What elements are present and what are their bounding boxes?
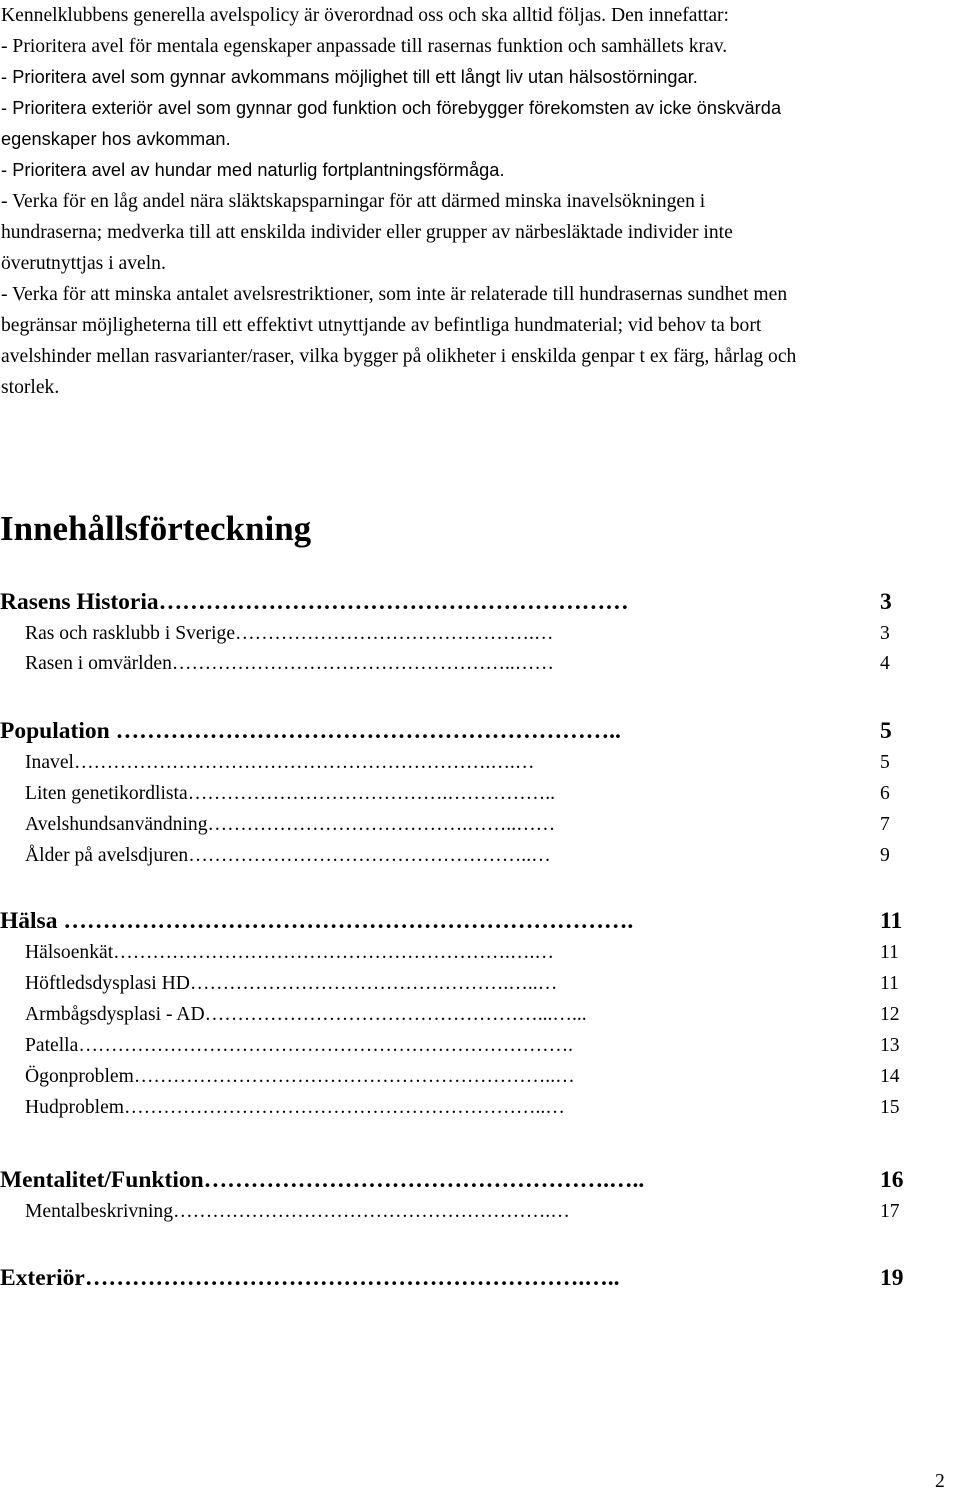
toc-entry-page: 3 (880, 623, 890, 644)
toc-entry-title: Avelshundsanvändning………………………………….……..…… (25, 814, 556, 835)
toc-entry-title: Patella…………………………………………………………………. (25, 1035, 574, 1056)
toc-entry-title: Liten genetikordlista………………………………….…………….. (25, 783, 556, 804)
toc-entry-title: Inavel……………………………………………………….….… (25, 752, 535, 773)
toc-entry-page: 9 (880, 845, 890, 866)
toc-entry-halsoenkat[interactable] (0, 938, 960, 968)
toc-entry-title: Rasens Historia…………………………………………………… (0, 589, 629, 615)
toc-entry-title: Ålder på avelsdjuren……………………………………………..… (25, 845, 551, 866)
intro-line: begränsar möjligheterna till ett effektivt utnyttjande av befintliga hundmaterial; vid behov ta bort (1, 315, 762, 336)
toc-entry-hoftledsdysplasi[interactable] (0, 969, 960, 999)
intro-line: egenskaper hos avkomman. (1, 129, 231, 149)
toc-entry-page: 11 (880, 942, 899, 963)
toc-section-rasens-historia[interactable] (0, 587, 960, 617)
toc-entry-rasen-i-omvarlden[interactable] (0, 649, 960, 679)
toc-entry-title: Höftledsdysplasi HD………………………………………….…..… (25, 973, 558, 994)
toc-entry-ras-och-rasklubb[interactable] (0, 619, 960, 649)
intro-line: - Prioritera exteriör avel som gynnar god funktion och förebygger förekomsten av icke önskvärda (1, 98, 782, 118)
toc-entry-inavel[interactable] (0, 748, 960, 778)
toc-entry-title: Ögonproblem………………………………………………………..… (25, 1066, 575, 1087)
intro-line: Kennelklubbens generella avelspolicy är överordnad oss och ska alltid följas. Den innefattar: (1, 5, 729, 26)
intro-line: avelshinder mellan rasvarianter/raser, vilka bygger på olikheter i enskilda genpar t ex färg, hårlag och (1, 346, 797, 367)
toc-entry-title: Mentalitet/Funktion…………………………………………….….. (0, 1167, 645, 1193)
toc-entry-title: Exteriör……………………………………………………….….. (0, 1265, 620, 1291)
toc-entry-page: 5 (880, 752, 890, 773)
toc-section-population[interactable] (0, 716, 960, 746)
toc-entry-page: 19 (880, 1265, 904, 1291)
toc-section-mentalitet-funktion[interactable] (0, 1165, 960, 1195)
toc-entry-liten-genetikordlista[interactable] (0, 779, 960, 809)
toc-entry-page: 12 (880, 1004, 900, 1025)
toc-entry-hudproblem[interactable] (0, 1093, 960, 1123)
toc-entry-patella[interactable] (0, 1031, 960, 1061)
intro-text (1, 0, 959, 403)
toc-entry-page: 6 (880, 783, 890, 804)
toc-entry-alder-pa-avelsdjuren[interactable] (0, 841, 960, 871)
toc-entry-title: Hälsoenkät…………………………………………………….….… (25, 942, 555, 963)
toc-entry-page: 5 (880, 718, 892, 744)
toc-entry-title: Armbågsdysplasi - AD……………………………………………...…... (25, 1004, 587, 1025)
toc-entry-avelshundsanvandning[interactable] (0, 810, 960, 840)
toc-entry-title: Hälsa ………………………………………………………………. (0, 908, 634, 934)
toc-section-halsa[interactable] (0, 906, 960, 936)
intro-line: - Verka för att minska antalet avelsrestriktioner, som inte är relaterade till hundrasernas sundhet men (1, 284, 788, 305)
toc-entry-page: 17 (880, 1201, 900, 1222)
toc-entry-title: Population ……………………………………………………….. (0, 718, 627, 744)
toc-entry-title: Rasen i omvärlden……………………………………………..…… (25, 653, 554, 674)
toc-entry-page: 3 (880, 589, 892, 615)
toc-entry-title: Mentalbeskrivning………………………………………………….… (25, 1201, 570, 1222)
toc-entry-page: 7 (880, 814, 890, 835)
toc-entry-page: 11 (880, 908, 903, 934)
toc-entry-page: 13 (880, 1035, 900, 1056)
toc-heading: Innehållsförteckning (0, 509, 312, 548)
intro-line: hundraserna; medverka till att enskilda individer eller grupper av närbesläktade individer inte (1, 222, 733, 243)
intro-line: - Prioritera avel av hundar med naturlig fortplantningsförmåga. (1, 160, 505, 180)
intro-line: storlek. (1, 377, 60, 398)
intro-line: - Prioritera avel för mentala egenskaper anpassade till rasernas funktion och samhällets krav. (1, 36, 728, 57)
toc-entry-page: 4 (880, 653, 890, 674)
toc-section-exterior[interactable] (0, 1263, 960, 1293)
toc-entry-mentalbeskrivning[interactable] (0, 1197, 960, 1227)
toc-entry-title: Ras och rasklubb i Sverige……………………………………….… (25, 623, 554, 644)
toc-entry-title: Hudproblem………………………………………………………..… (25, 1097, 565, 1118)
toc-entry-page: 11 (880, 973, 899, 994)
toc-entry-page: 15 (880, 1097, 900, 1118)
toc-entry-armbagsdysplasi[interactable] (0, 1000, 960, 1030)
page-number: 2 (935, 1471, 945, 1492)
toc-entry-ogonproblem[interactable] (0, 1062, 960, 1092)
toc-entry-page: 14 (880, 1066, 900, 1087)
toc-entry-page: 16 (880, 1167, 904, 1193)
intro-line: - Verka för en låg andel nära släktskapsparningar för att därmed minska inavelsökningen i (1, 191, 706, 212)
intro-line: överutnyttjas i aveln. (1, 253, 166, 274)
intro-line: - Prioritera avel som gynnar avkommans möjlighet till ett långt liv utan hälsostörningar. (1, 67, 698, 87)
